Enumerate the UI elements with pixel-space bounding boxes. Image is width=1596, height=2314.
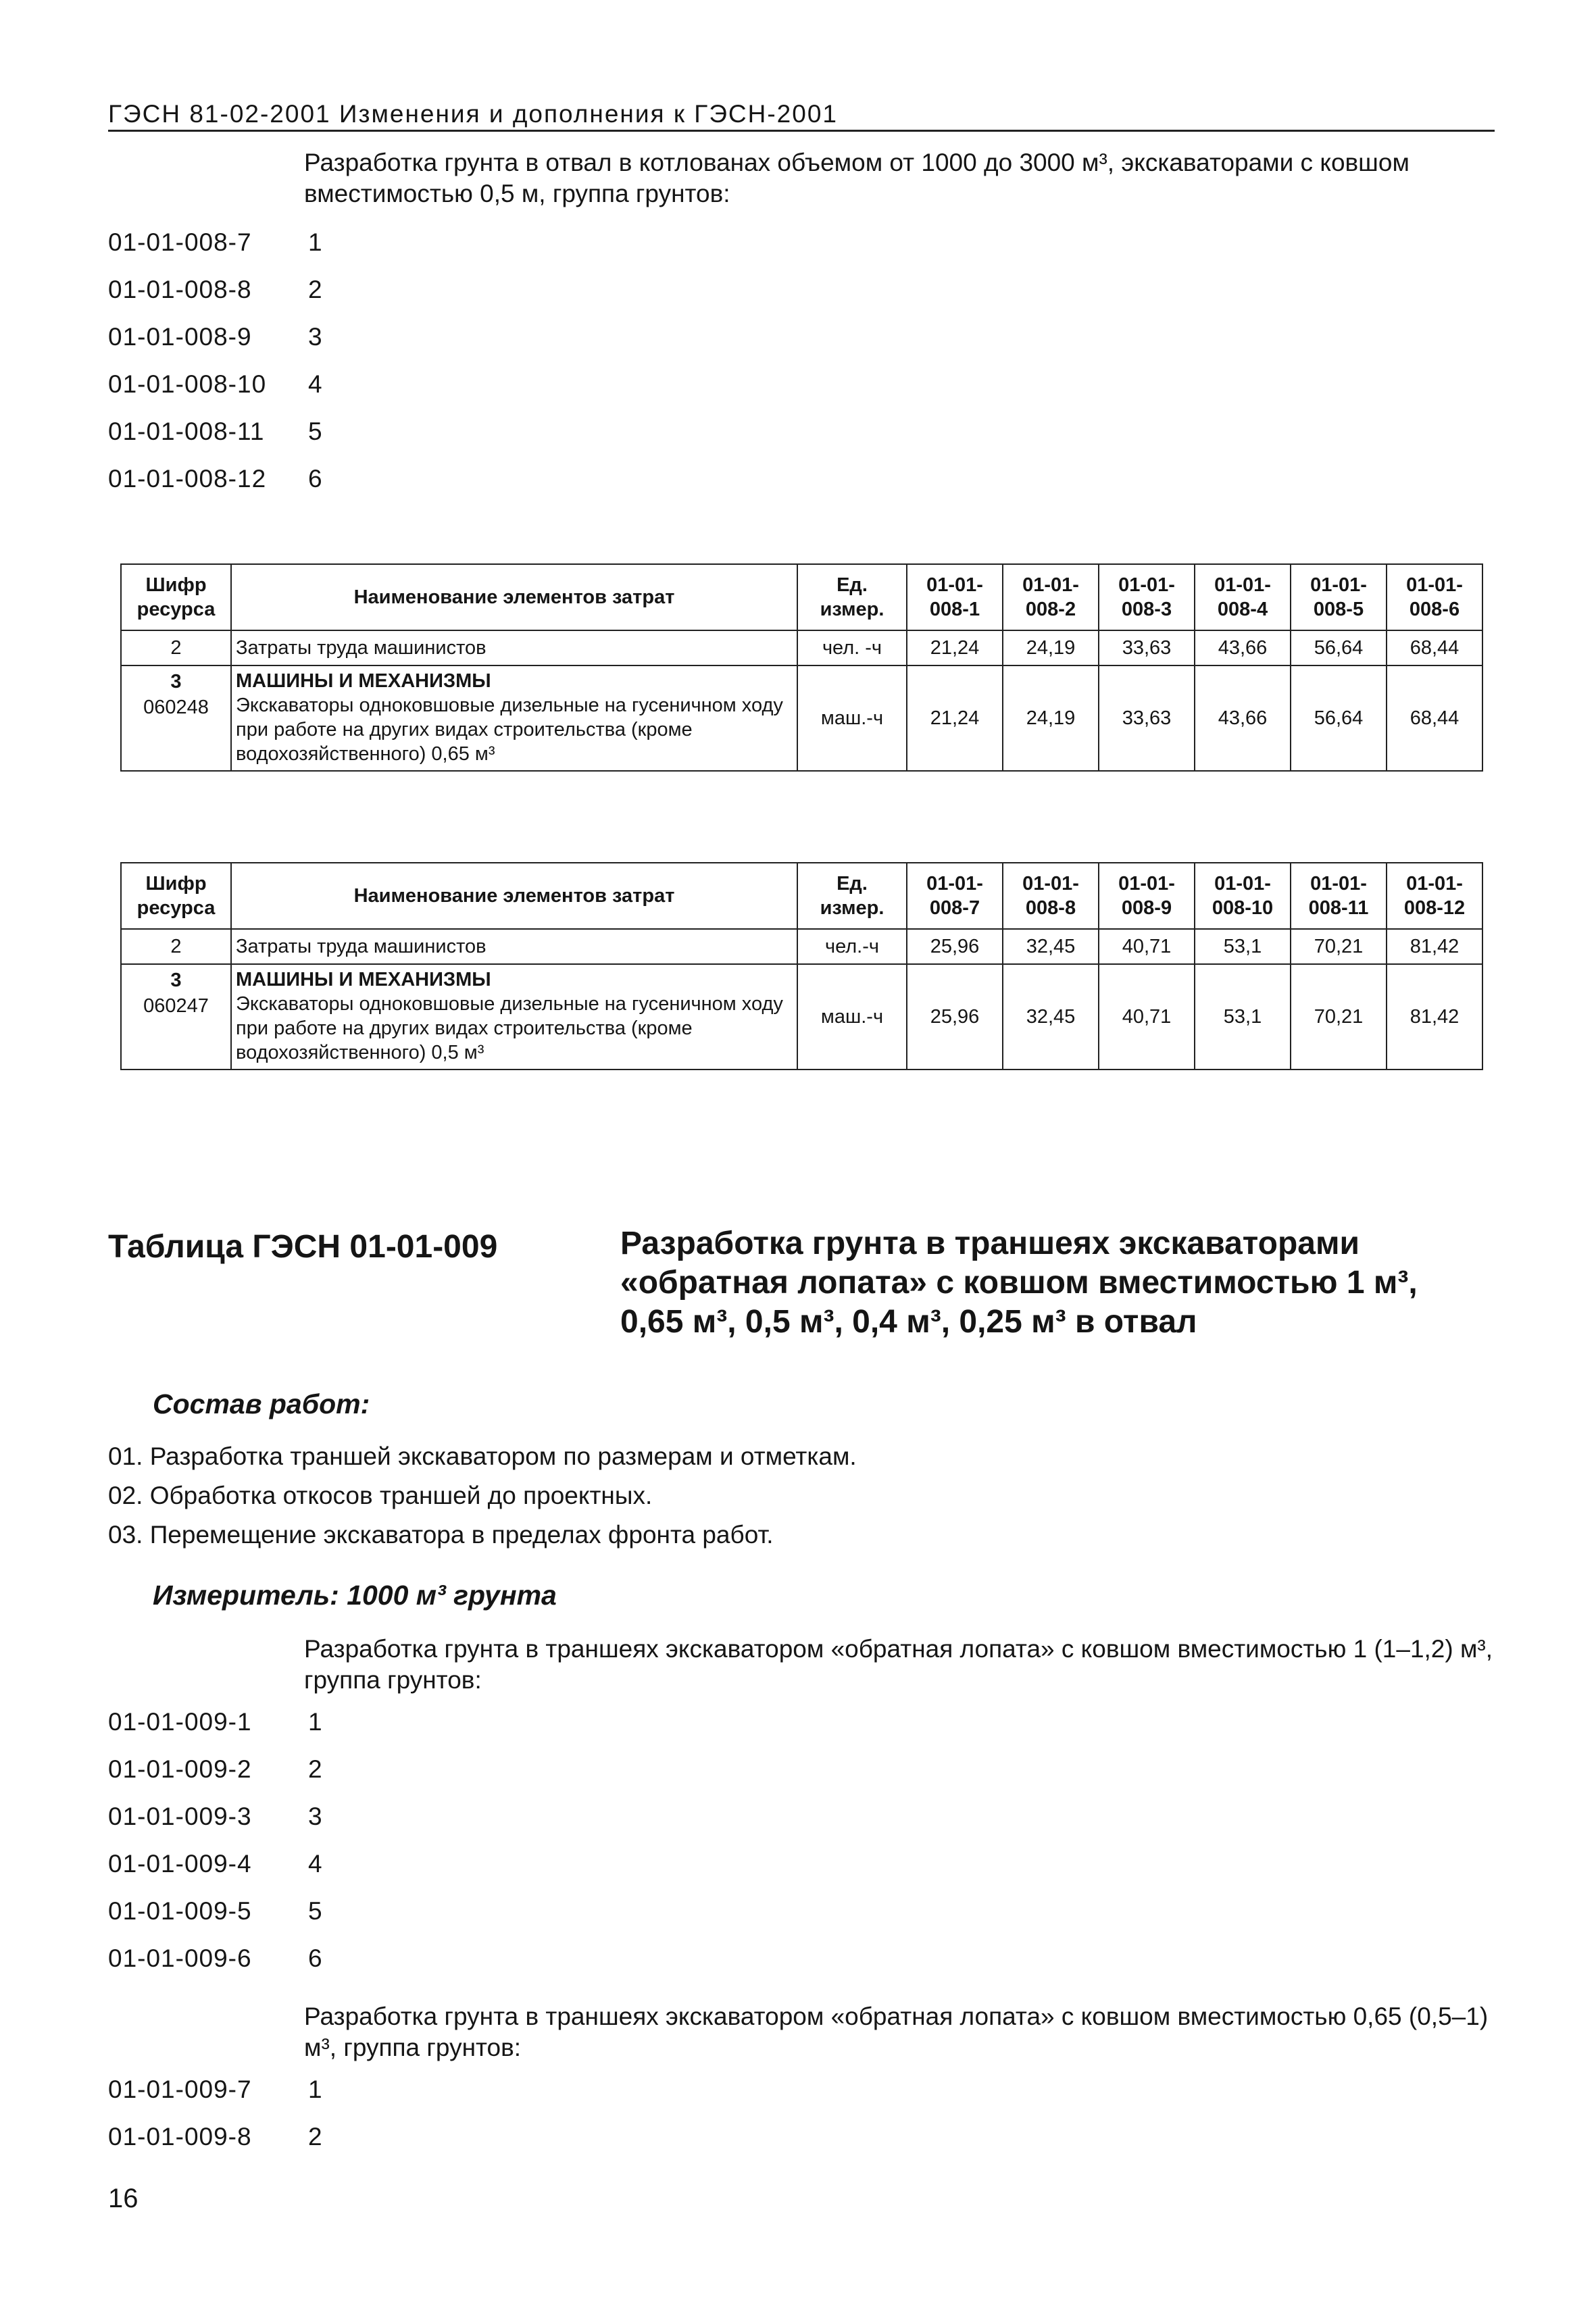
row-unit: чел. -ч	[797, 630, 907, 665]
row-name: Затраты труда машинистов	[231, 630, 797, 665]
table-label: Таблица ГЭСН 01-01-009	[108, 1229, 498, 1265]
header-col: 01-01-008-9	[1099, 863, 1195, 929]
section-code: 3	[170, 671, 182, 693]
code-item	[108, 2076, 322, 2104]
row-unit: чел.-ч	[797, 929, 907, 964]
section-code: 3	[170, 970, 182, 991]
row-value: 81,42	[1387, 929, 1482, 964]
header-name: Наименование элементов затрат	[231, 564, 797, 630]
item-code: 01-01-009-6	[108, 1944, 252, 1972]
header-col: 01-01-008-12	[1387, 863, 1482, 929]
row-value: 21,24	[907, 665, 1003, 771]
row-value: 25,96	[907, 964, 1003, 1070]
work-composition-label: Состав работ:	[153, 1388, 370, 1419]
item-group: 3	[308, 323, 322, 351]
header-code: Шифр ресурса	[121, 564, 231, 630]
running-header: ГЭСН 81-02-2001 Изменения и дополнения к ГЭСН-2001	[108, 100, 838, 128]
item-group: 6	[308, 465, 322, 493]
item-group: 3	[308, 1803, 322, 1830]
code-item	[108, 465, 322, 493]
code-item	[108, 1755, 322, 1784]
header-col: 01-01-008-7	[907, 863, 1003, 929]
row-value: 53,1	[1195, 964, 1291, 1070]
section-title: МАШИНЫ И МЕХАНИЗМЫ	[236, 670, 491, 692]
header-col: 01-01-008-11	[1291, 863, 1387, 929]
header-col: 01-01-008-6	[1387, 564, 1482, 630]
row-name	[231, 964, 797, 1070]
header-rule	[108, 130, 1495, 132]
resource-name: Экскаваторы одноковшовые дизельные на гусеничном ходу при работе на других видах строительства (кроме водохозяйственного) 0,65 м³	[236, 695, 783, 765]
code-item	[108, 2123, 322, 2151]
row-value: 68,44	[1387, 665, 1482, 771]
code-item	[108, 1897, 322, 1926]
row-code: 2	[121, 929, 231, 964]
header-name: Наименование элементов затрат	[231, 863, 797, 929]
row-value: 25,96	[907, 929, 1003, 964]
code-item	[108, 228, 322, 257]
row-value: 70,21	[1291, 929, 1387, 964]
item-code: 01-01-009-7	[108, 2076, 252, 2103]
row-value: 21,24	[907, 630, 1003, 665]
resource-code: 060247	[143, 995, 209, 1017]
code-item	[108, 323, 322, 351]
work-item: 02. Обработка откосов траншей до проектных.	[108, 1482, 653, 1509]
item-group: 4	[308, 1850, 322, 1878]
item-code: 01-01-008-11	[108, 418, 265, 445]
code-item	[108, 418, 322, 446]
item-code: 01-01-009-1	[108, 1708, 252, 1736]
row-value: 40,71	[1099, 964, 1195, 1070]
table-row	[121, 630, 1482, 665]
row-name: Затраты труда машинистов	[231, 929, 797, 964]
measure-label: Измеритель: 1000 м³ грунта	[153, 1580, 557, 1611]
block3-intro: Разработка грунта в траншеях экскаватором «обратная лопата» с ковшом вместимостью 0,65 (0,5–1) м³, группа грунтов:	[304, 2003, 1489, 2061]
code-item	[108, 1803, 322, 1831]
header-code: Шифр ресурса	[121, 863, 231, 929]
header-unit: Ед. измер.	[797, 863, 907, 929]
item-code: 01-01-009-5	[108, 1897, 252, 1925]
row-code	[121, 964, 231, 1070]
row-value: 81,42	[1387, 964, 1482, 1070]
row-value: 43,66	[1195, 665, 1291, 771]
section-title: МАШИНЫ И МЕХАНИЗМЫ	[236, 969, 491, 990]
header-col: 01-01-008-8	[1003, 863, 1099, 929]
row-value: 56,64	[1291, 665, 1387, 771]
block2-intro: Разработка грунта в траншеях экскаватором «обратная лопата» с ковшом вместимостью 1 (1–1,2) м³, группа грунтов:	[304, 1635, 1493, 1694]
item-code: 01-01-008-8	[108, 276, 252, 303]
work-item: 03. Перемещение экскаватора в пределах фронта работ.	[108, 1521, 774, 1549]
header-col: 01-01-008-3	[1099, 564, 1195, 630]
item-group: 2	[308, 2123, 322, 2150]
header-unit: Ед. измер.	[797, 564, 907, 630]
table-heading: Разработка грунта в траншеях экскаваторами «обратная лопата» с ковшом вместимостью 1 м³, 0,65 м³, 0,5 м³, 0,4 м³, 0,25 м³ в отвал	[620, 1226, 1418, 1340]
item-group: 5	[308, 1897, 322, 1925]
block1-intro: Разработка грунта в отвал в котлованах объемом от 1000 до 3000 м³, экскаваторами с ковшом вместимостью 0,5 м, группа грунтов:	[304, 149, 1410, 207]
row-value: 43,66	[1195, 630, 1291, 665]
row-value: 32,45	[1003, 964, 1099, 1070]
item-group: 1	[308, 2076, 322, 2103]
row-code: 2	[121, 630, 231, 665]
row-value: 32,45	[1003, 929, 1099, 964]
resource-code: 060248	[143, 697, 209, 718]
header-col: 01-01-008-4	[1195, 564, 1291, 630]
item-group: 6	[308, 1944, 322, 1972]
row-value: 70,21	[1291, 964, 1387, 1070]
item-code: 01-01-008-9	[108, 323, 252, 351]
header-col: 01-01-008-2	[1003, 564, 1099, 630]
row-value: 33,63	[1099, 665, 1195, 771]
item-code: 01-01-008-12	[108, 465, 267, 493]
row-value: 56,64	[1291, 630, 1387, 665]
row-name	[231, 665, 797, 771]
row-code	[121, 665, 231, 771]
row-value: 68,44	[1387, 630, 1482, 665]
code-item	[108, 1944, 322, 1973]
item-group: 4	[308, 370, 322, 398]
table-row	[121, 929, 1482, 964]
item-code: 01-01-008-7	[108, 228, 252, 256]
code-item	[108, 370, 322, 399]
table-row	[121, 964, 1482, 1070]
item-code: 01-01-009-2	[108, 1755, 252, 1783]
item-code: 01-01-009-3	[108, 1803, 252, 1830]
item-code: 01-01-009-8	[108, 2123, 252, 2150]
item-code: 01-01-008-10	[108, 370, 267, 398]
item-group: 5	[308, 418, 322, 445]
header-col: 01-01-008-1	[907, 564, 1003, 630]
row-value: 33,63	[1099, 630, 1195, 665]
item-group: 2	[308, 1755, 322, 1783]
resource-table-2	[120, 862, 1483, 1070]
work-item: 01. Разработка траншей экскаватором по размерам и отметкам.	[108, 1442, 857, 1470]
item-group: 1	[308, 1708, 322, 1736]
row-value: 53,1	[1195, 929, 1291, 964]
row-value: 40,71	[1099, 929, 1195, 964]
row-value: 24,19	[1003, 665, 1099, 771]
row-unit: маш.-ч	[797, 665, 907, 771]
item-group: 2	[308, 276, 322, 303]
code-item	[108, 1708, 322, 1736]
resource-table-1	[120, 563, 1483, 772]
row-value: 24,19	[1003, 630, 1099, 665]
header-col: 01-01-008-10	[1195, 863, 1291, 929]
item-code: 01-01-009-4	[108, 1850, 252, 1878]
item-group: 1	[308, 228, 322, 256]
code-item	[108, 1850, 322, 1878]
resource-name: Экскаваторы одноковшовые дизельные на гусеничном ходу при работе на других видах строительства (кроме водохозяйственного) 0,5 м³	[236, 993, 783, 1063]
table-row	[121, 665, 1482, 771]
code-item	[108, 276, 322, 304]
header-col: 01-01-008-5	[1291, 564, 1387, 630]
page-number: 16	[108, 2184, 139, 2213]
row-unit: маш.-ч	[797, 964, 907, 1070]
